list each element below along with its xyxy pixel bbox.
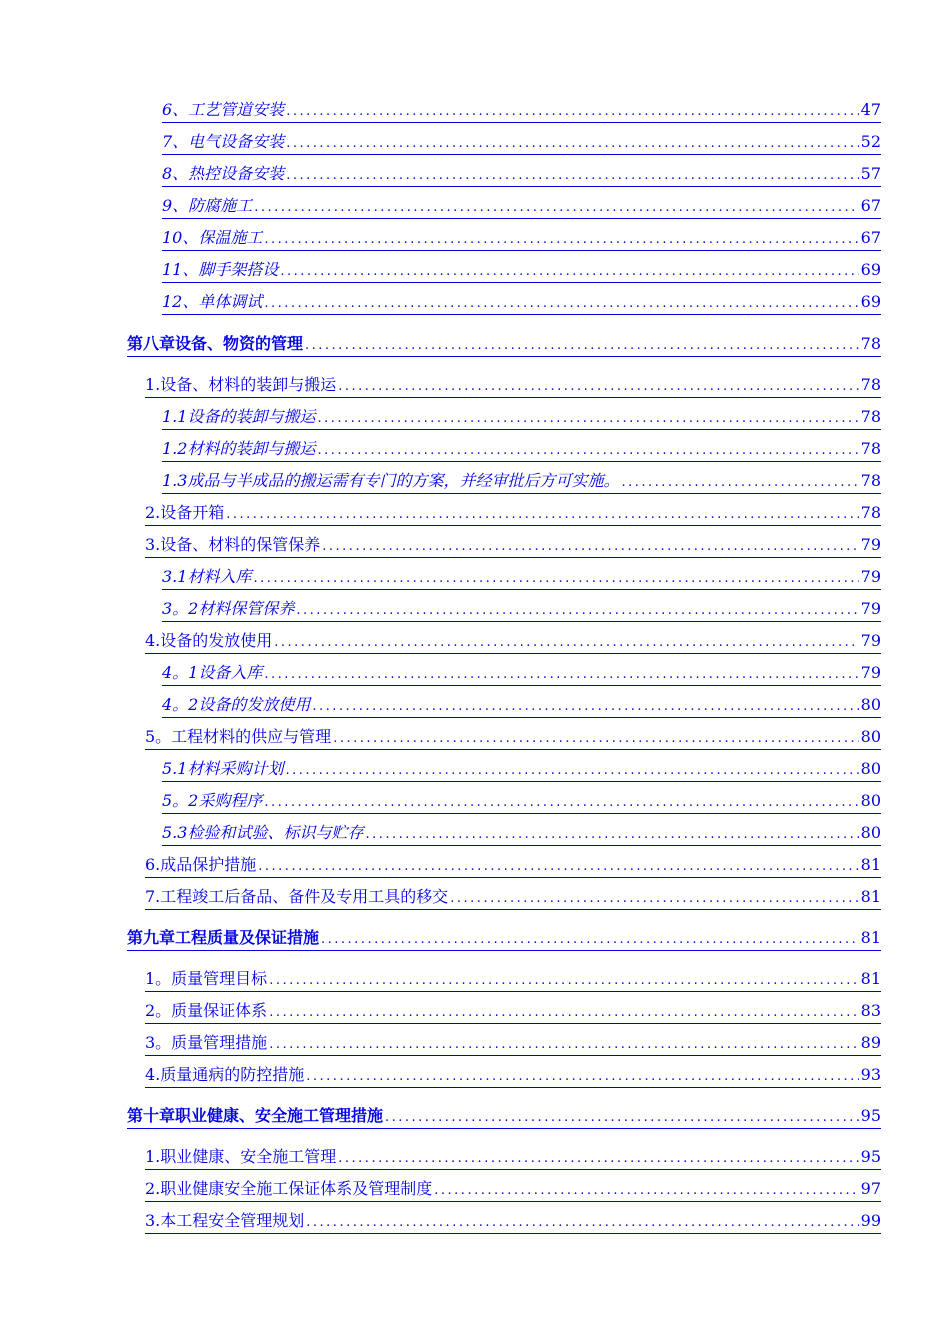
toc-entry[interactable] (162, 821, 881, 846)
toc-entry-title: 1.职业健康、安全施工管理 (145, 1147, 337, 1166)
toc-leader (338, 1147, 858, 1170)
toc-leader (317, 407, 858, 430)
toc-leader (226, 503, 858, 526)
toc-entry-title: 3.本工程安全管理规划 (145, 1211, 305, 1230)
toc-entry-title: 5.3检验和试验、标识与贮存 (162, 823, 364, 842)
toc-entry-page: 95 (860, 1106, 881, 1125)
toc-entry-page: 67 (860, 228, 881, 247)
toc-entry[interactable] (162, 757, 881, 782)
toc-leader (338, 375, 858, 398)
toc-section-entry[interactable] (145, 885, 881, 910)
toc-leader (280, 260, 858, 283)
toc-entry-page: 80 (860, 759, 881, 778)
toc-entry[interactable] (162, 405, 881, 430)
toc-entry-title: 7、电气设备安装 (162, 132, 285, 151)
toc-entry-page: 79 (860, 631, 881, 650)
toc-section-entry[interactable] (145, 1209, 881, 1234)
toc-section-entry[interactable] (145, 725, 881, 750)
toc-entry-page: 78 (860, 503, 881, 522)
toc-entry-page: 97 (860, 1179, 881, 1198)
toc-section-entry[interactable] (145, 853, 881, 878)
toc-entry-page: 81 (860, 855, 881, 874)
toc-entry-title: 6、工艺管道安装 (162, 100, 285, 119)
toc-leader (286, 132, 858, 155)
toc-entry-page: 81 (860, 928, 881, 947)
toc-entry-title: 3.设备、材料的保管保养 (145, 535, 321, 554)
toc-entry-page: 78 (860, 471, 881, 490)
toc-entry-title: 5。2采购程序 (162, 791, 263, 810)
toc-entry-page: 47 (860, 100, 881, 119)
toc-entry-title: 1。质量管理目标 (145, 969, 268, 988)
toc-section-entry[interactable] (145, 1145, 881, 1170)
toc-entry-page: 79 (860, 599, 881, 618)
toc-entry[interactable] (162, 194, 881, 219)
toc-leader (450, 887, 858, 910)
toc-entry-title: 2。质量保证体系 (145, 1001, 268, 1020)
toc-entry-page: 78 (860, 375, 881, 394)
toc-leader (285, 759, 858, 782)
toc-entry[interactable] (162, 693, 881, 718)
toc-leader (264, 228, 858, 251)
toc-entry-page: 69 (860, 260, 881, 279)
toc-leader (306, 1065, 858, 1088)
toc-entry-page: 81 (860, 969, 881, 988)
toc-entry-title: 3.1材料入库 (162, 567, 252, 586)
toc-leader (365, 823, 858, 846)
toc-leader (317, 439, 858, 462)
toc-leader (269, 1001, 858, 1024)
toc-entry-title: 9、防腐施工 (162, 196, 253, 215)
toc-chapter-entry[interactable] (127, 332, 881, 357)
toc-entry-page: 89 (860, 1033, 881, 1052)
toc-entry-title: 11、脚手架搭设 (162, 260, 279, 279)
toc-entry[interactable] (162, 162, 881, 187)
toc-entry-page: 78 (860, 334, 881, 353)
toc-entry[interactable] (162, 469, 881, 494)
toc-entry[interactable] (162, 98, 881, 123)
toc-leader (253, 567, 858, 590)
toc-leader (274, 631, 858, 654)
toc-entry-title: 5.1材料采购计划 (162, 759, 284, 778)
toc-leader (286, 164, 858, 187)
toc-entry-page: 52 (860, 132, 881, 151)
toc-chapter-entry[interactable] (127, 926, 881, 951)
toc-entry-title: 2.职业健康安全施工保证体系及管理制度 (145, 1179, 433, 1198)
toc-section-entry[interactable] (145, 373, 881, 398)
toc-leader (296, 599, 858, 622)
toc-entry-page: 93 (860, 1065, 881, 1084)
toc-entry[interactable] (162, 597, 881, 622)
toc-entry-title: 4。2设备的发放使用 (162, 695, 311, 714)
toc-leader (333, 727, 858, 750)
toc-entry-title: 4.设备的发放使用 (145, 631, 273, 650)
toc-entry[interactable] (162, 661, 881, 686)
toc-entry-title: 10、保温施工 (162, 228, 263, 247)
toc-entry-page: 80 (860, 695, 881, 714)
toc-entry-page: 80 (860, 823, 881, 842)
toc-leader (321, 928, 859, 951)
toc-entry[interactable] (162, 130, 881, 155)
toc-entry-page: 95 (860, 1147, 881, 1166)
toc-section-entry[interactable] (145, 629, 881, 654)
toc-entry-page: 78 (860, 407, 881, 426)
toc-entry-title: 3。质量管理措施 (145, 1033, 268, 1052)
toc-leader (264, 663, 858, 686)
toc-leader (254, 196, 858, 219)
toc-entry-title: 1.设备、材料的装卸与搬运 (145, 375, 337, 394)
toc-entry-title: 第九章工程质量及保证措施 (127, 928, 320, 947)
toc-entry-title: 8、热控设备安装 (162, 164, 285, 183)
toc-leader (269, 969, 858, 992)
toc-leader (322, 535, 858, 558)
toc-entry[interactable] (162, 226, 881, 251)
toc-leader (434, 1179, 858, 1202)
toc-leader (258, 855, 858, 878)
toc-leader (306, 1211, 858, 1234)
toc-entry-page: 78 (860, 439, 881, 458)
toc-entry-page: 83 (860, 1001, 881, 1020)
toc-entry[interactable] (162, 290, 881, 315)
toc-entry-page: 80 (860, 791, 881, 810)
toc-leader (264, 791, 858, 814)
toc-entry-title: 5。工程材料的供应与管理 (145, 727, 332, 746)
toc-entry-title: 1.2材料的装卸与搬运 (162, 439, 316, 458)
toc-entry-title: 2.设备开箱 (145, 503, 225, 522)
toc-entry-title: 7.工程竣工后备品、备件及专用工具的移交 (145, 887, 449, 906)
toc-leader (269, 1033, 858, 1056)
toc-entry-page: 69 (860, 292, 881, 311)
toc-section-entry[interactable] (145, 999, 881, 1024)
toc-entry-title: 1.1设备的装卸与搬运 (162, 407, 316, 426)
toc-entry-page: 79 (860, 535, 881, 554)
toc-entry-title: 3。2材料保管保养 (162, 599, 295, 618)
toc-entry-title: 第十章职业健康、安全施工管理措施 (127, 1106, 384, 1125)
toc-entry-page: 79 (860, 567, 881, 586)
toc-entry-title: 1.3成品与半成品的搬运需有专门的方案，并经审批后方可实施。 (162, 471, 620, 490)
toc-entry[interactable] (162, 565, 881, 590)
toc-section-entry[interactable] (145, 533, 881, 558)
toc-entry-title: 12、单体调试 (162, 292, 263, 311)
toc-leader (305, 334, 859, 357)
toc-entry-page: 57 (860, 164, 881, 183)
toc-leader (286, 100, 858, 123)
toc-section-entry[interactable] (145, 1031, 881, 1056)
toc-section-entry[interactable] (145, 501, 881, 526)
toc-entry-page: 99 (860, 1211, 881, 1230)
toc-entry-title: 第八章设备、物资的管理 (127, 334, 304, 353)
toc-entry-page: 79 (860, 663, 881, 682)
toc-leader (385, 1106, 859, 1129)
toc-chapter-entry[interactable] (127, 1104, 881, 1129)
toc-leader (312, 695, 858, 718)
toc-entry-title: 4.质量通病的防控措施 (145, 1065, 305, 1084)
toc-entry[interactable] (162, 789, 881, 814)
toc-entry[interactable] (162, 437, 881, 462)
toc-entry-title: 4。1设备入库 (162, 663, 263, 682)
toc-entry-title: 6.成品保护措施 (145, 855, 257, 874)
toc-entry-page: 80 (860, 727, 881, 746)
toc-leader (264, 292, 858, 315)
toc-entry-page: 81 (860, 887, 881, 906)
toc-entry[interactable] (162, 258, 881, 283)
toc-leader (621, 471, 858, 494)
toc-section-entry[interactable] (145, 967, 881, 992)
toc-section-entry[interactable] (145, 1063, 881, 1088)
toc-entry-page: 67 (860, 196, 881, 215)
toc-section-entry[interactable] (145, 1177, 881, 1202)
